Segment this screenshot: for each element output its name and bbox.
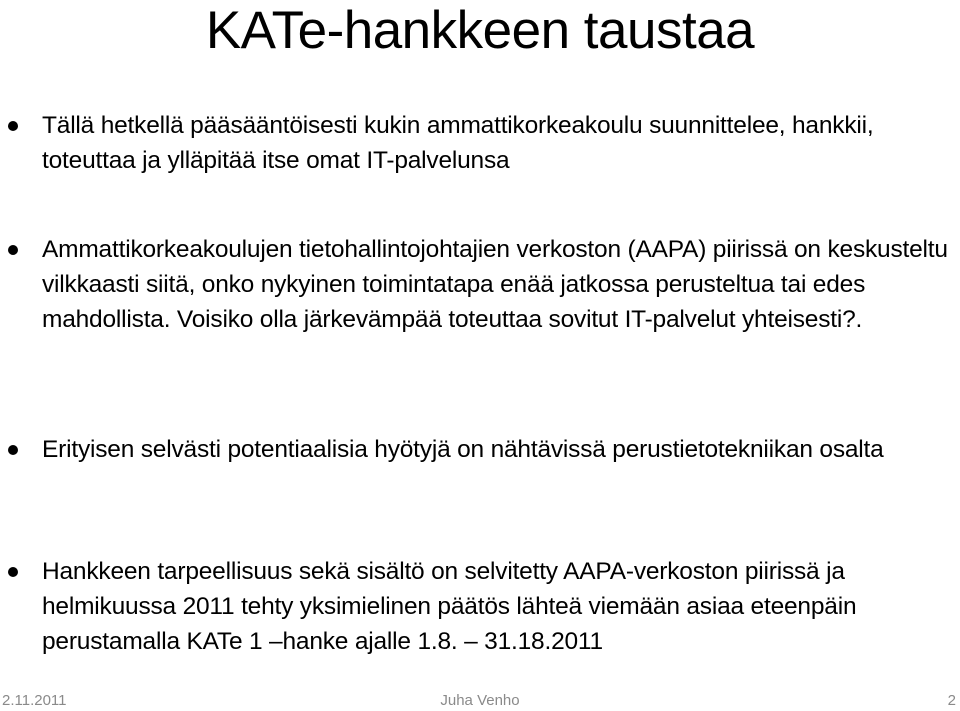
bullet-text: Ammattikorkeakoulujen tietohallintojohtajien verkoston (AAPA) piirissä on keskusteltu vilkkaasti siitä, onko nykyinen toimintatapa enää jatkossa perusteltua tai edes mahdollista. Voisiko olla järkevämpää toteuttaa sovitut IT-palvelut yhteisesti?.: [42, 236, 948, 333]
slide-footer: [0, 690, 960, 711]
footer-author: Juha Venho: [440, 692, 520, 709]
bullet-dot-icon: [8, 245, 18, 255]
bullet-text: Erityisen selvästi potentiaalisia hyötyjä on nähtävissä perustietotekniikan osalta: [42, 436, 884, 463]
footer-date: 2.11.2011: [2, 692, 67, 709]
bullet-dot-icon: [8, 445, 18, 455]
bullet-text: Tällä hetkellä pääsääntöisesti kukin ammattikorkeakoulu suunnittelee, hankkii, toteuttaa ja ylläpitää itse omat IT-palvelunsa: [42, 112, 874, 174]
bullet-text: Hankkeen tarpeellisuus sekä sisältö on selvitetty AAPA-verkoston piirissä ja helmikuussa 2011 tehty yksimielinen päätös lähteä viemään asiaa eteenpäin perustamalla KATe 1 –hanke ajalle 1.8. – 31.18.2011: [42, 558, 857, 655]
footer-page-number: 2: [947, 692, 956, 709]
slide-title: KATe-hankkeen taustaa: [205, 1, 755, 60]
bullet-dot-icon: [8, 567, 18, 577]
bullet-dot-icon: [8, 121, 18, 131]
